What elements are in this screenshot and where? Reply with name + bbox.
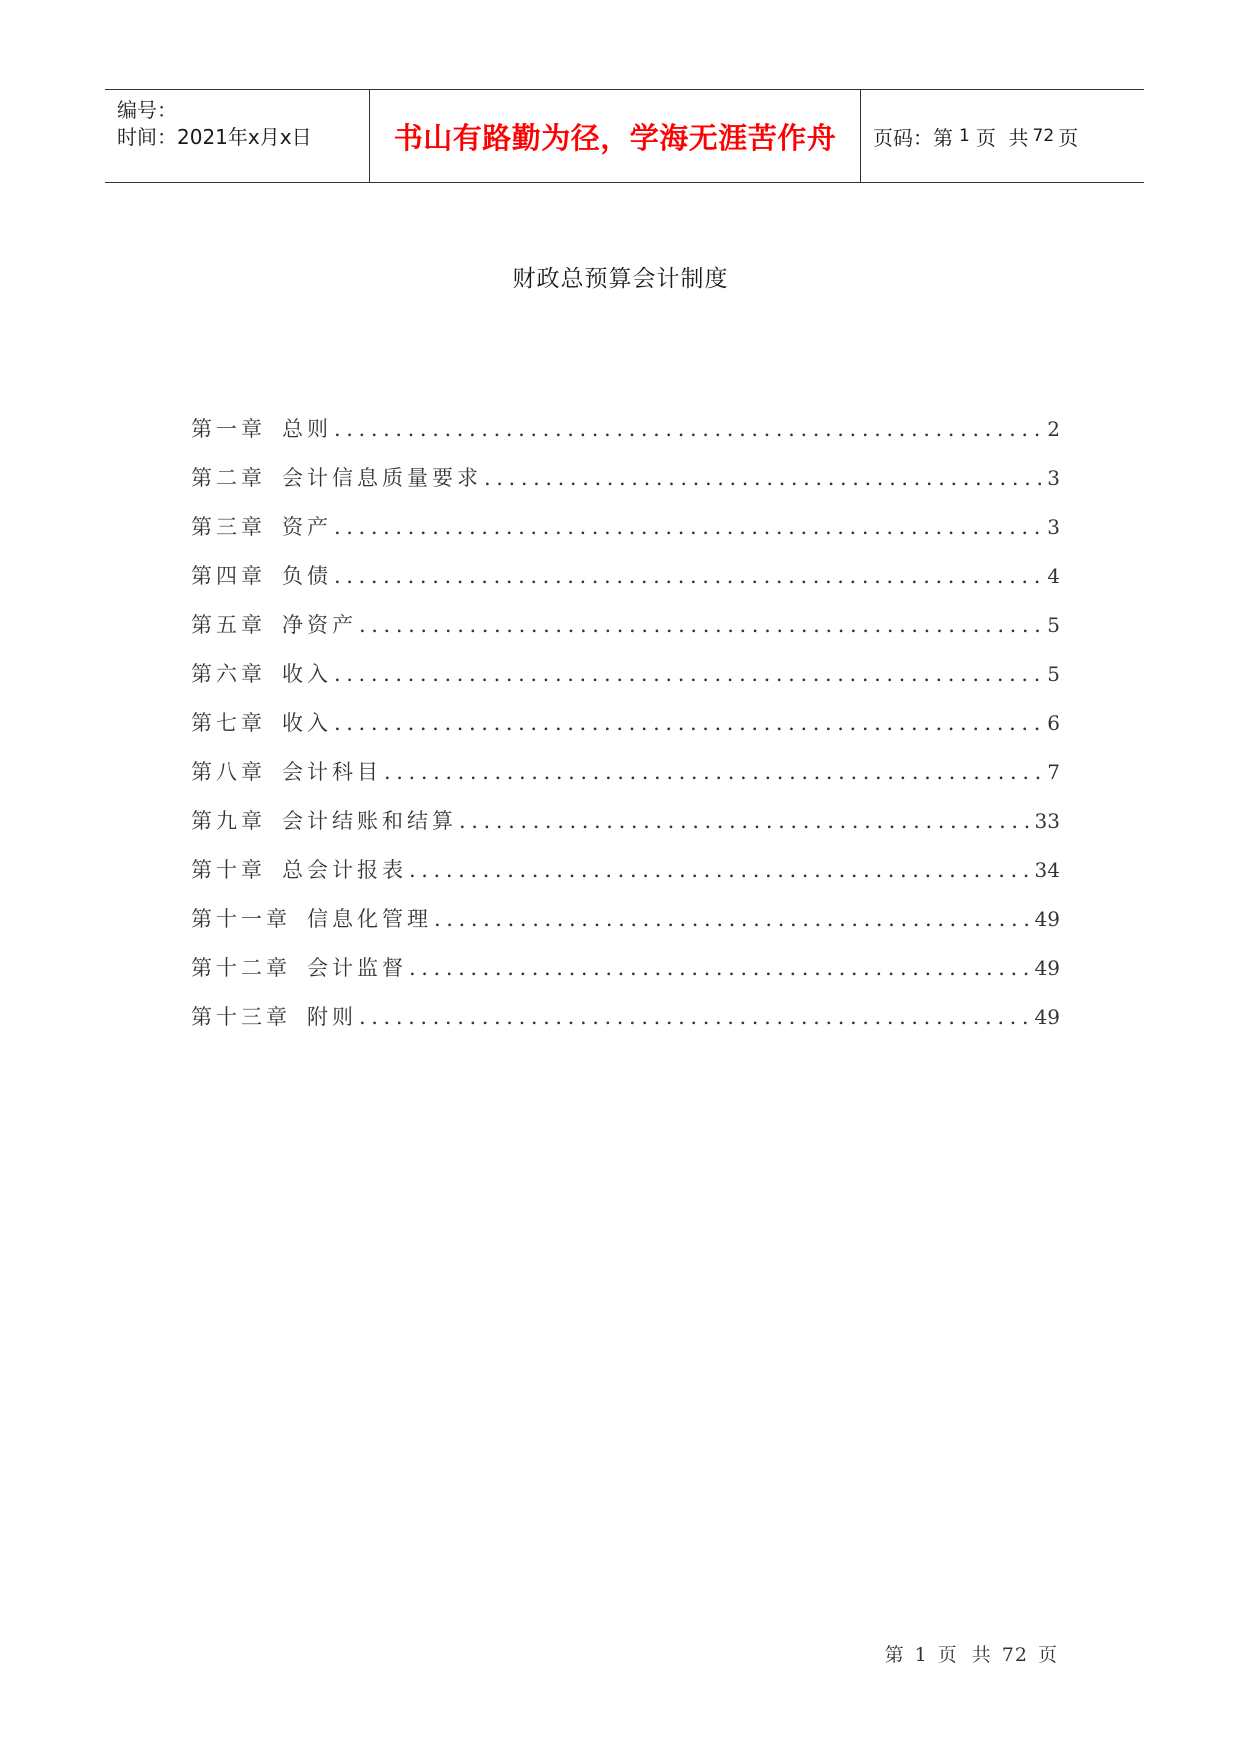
toc-entry[interactable] — [191, 658, 1060, 707]
toc-chapter-title: 总会计报表 — [282, 858, 407, 882]
toc-chapter-number: 第一章 — [191, 417, 266, 441]
toc-chapter-title: 信息化管理 — [307, 907, 432, 931]
document-header — [105, 89, 1144, 183]
toc-chapter-title: 资产 — [282, 515, 332, 539]
toc-page-number: 33 — [1034, 809, 1060, 833]
toc-page-number: 3 — [1047, 466, 1060, 490]
toc-chapter-number: 第四章 — [191, 564, 266, 588]
footer-mid: 页 共 — [937, 1644, 992, 1666]
toc-dot-leader — [384, 760, 1045, 784]
toc-page-number: 5 — [1047, 613, 1060, 637]
table-of-contents — [191, 413, 1060, 1050]
motto-text: 书山有路勤为径，学海无涯苦作舟 — [393, 120, 837, 155]
toc-entry[interactable] — [191, 707, 1060, 756]
toc-dot-leader — [359, 613, 1045, 637]
header-page-current: 1 — [959, 126, 970, 146]
toc-page-number: 4 — [1047, 564, 1060, 588]
toc-chapter-title: 净资产 — [282, 613, 357, 637]
time-label: 时间：2021年x月x日 — [117, 125, 312, 149]
toc-chapter-title: 总则 — [282, 417, 332, 441]
header-page-total: 72 — [1032, 126, 1055, 146]
toc-chapter-number: 第十章 — [191, 858, 266, 882]
toc-dot-leader — [484, 466, 1045, 490]
toc-chapter-title: 收入 — [282, 662, 332, 686]
toc-entry[interactable] — [191, 805, 1060, 854]
footer-current: 1 — [914, 1644, 928, 1666]
toc-page-number: 3 — [1047, 515, 1060, 539]
toc-chapter-title: 负债 — [282, 564, 332, 588]
toc-dot-leader — [334, 417, 1045, 441]
footer-prefix: 第 — [884, 1644, 905, 1666]
toc-entry[interactable] — [191, 903, 1060, 952]
toc-chapter-number: 第九章 — [191, 809, 266, 833]
toc-page-number: 6 — [1047, 711, 1060, 735]
toc-chapter-title: 会计信息质量要求 — [282, 466, 482, 490]
toc-chapter-title: 会计结账和结算 — [282, 809, 457, 833]
toc-page-number: 34 — [1034, 858, 1060, 882]
toc-dot-leader — [334, 564, 1045, 588]
toc-page-number: 2 — [1047, 417, 1060, 441]
footer-total: 72 — [1001, 1644, 1028, 1666]
header-motto-cell — [370, 90, 861, 182]
toc-chapter-number: 第八章 — [191, 760, 266, 784]
toc-chapter-number: 第十一章 — [191, 907, 291, 931]
toc-entry[interactable] — [191, 560, 1060, 609]
toc-chapter-number: 第十二章 — [191, 956, 291, 980]
toc-dot-leader — [334, 711, 1045, 735]
toc-chapter-number: 第三章 — [191, 515, 266, 539]
toc-chapter-title: 收入 — [282, 711, 332, 735]
toc-chapter-title: 附则 — [307, 1005, 357, 1029]
toc-dot-leader — [409, 858, 1033, 882]
toc-chapter-title: 会计科目 — [282, 760, 382, 784]
toc-entry[interactable] — [191, 511, 1060, 560]
toc-dot-leader — [359, 1005, 1033, 1029]
toc-page-number: 7 — [1047, 760, 1060, 784]
toc-entry[interactable] — [191, 952, 1060, 1001]
header-page-suffix: 页 — [1058, 125, 1079, 150]
serial-number-label: 编号： — [117, 98, 177, 122]
toc-chapter-number: 第二章 — [191, 466, 266, 490]
toc-entry[interactable] — [191, 413, 1060, 462]
toc-page-number: 5 — [1047, 662, 1060, 686]
toc-entry[interactable] — [191, 854, 1060, 903]
header-page-prefix: 页码：第 — [873, 125, 953, 150]
toc-dot-leader — [434, 907, 1033, 931]
toc-chapter-number: 第七章 — [191, 711, 266, 735]
document-title: 财政总预算会计制度 — [512, 266, 729, 292]
toc-dot-leader — [334, 662, 1045, 686]
page-footer — [885, 1640, 1058, 1667]
toc-chapter-number: 第六章 — [191, 662, 266, 686]
toc-page-number: 49 — [1034, 956, 1060, 980]
toc-entry[interactable] — [191, 462, 1060, 511]
header-page-mid: 页 共 — [975, 125, 1029, 150]
header-page-cell — [861, 90, 1144, 182]
toc-entry[interactable] — [191, 756, 1060, 805]
toc-chapter-number: 第五章 — [191, 613, 266, 637]
toc-entry[interactable] — [191, 1001, 1060, 1050]
toc-dot-leader — [409, 956, 1033, 980]
toc-dot-leader — [334, 515, 1045, 539]
header-meta-cell — [105, 90, 370, 182]
toc-chapter-title: 会计监督 — [307, 956, 407, 980]
toc-page-number: 49 — [1034, 907, 1060, 931]
toc-dot-leader — [459, 809, 1033, 833]
toc-page-number: 49 — [1034, 1005, 1060, 1029]
toc-chapter-number: 第十三章 — [191, 1005, 291, 1029]
footer-suffix: 页 — [1037, 1644, 1058, 1666]
toc-entry[interactable] — [191, 609, 1060, 658]
